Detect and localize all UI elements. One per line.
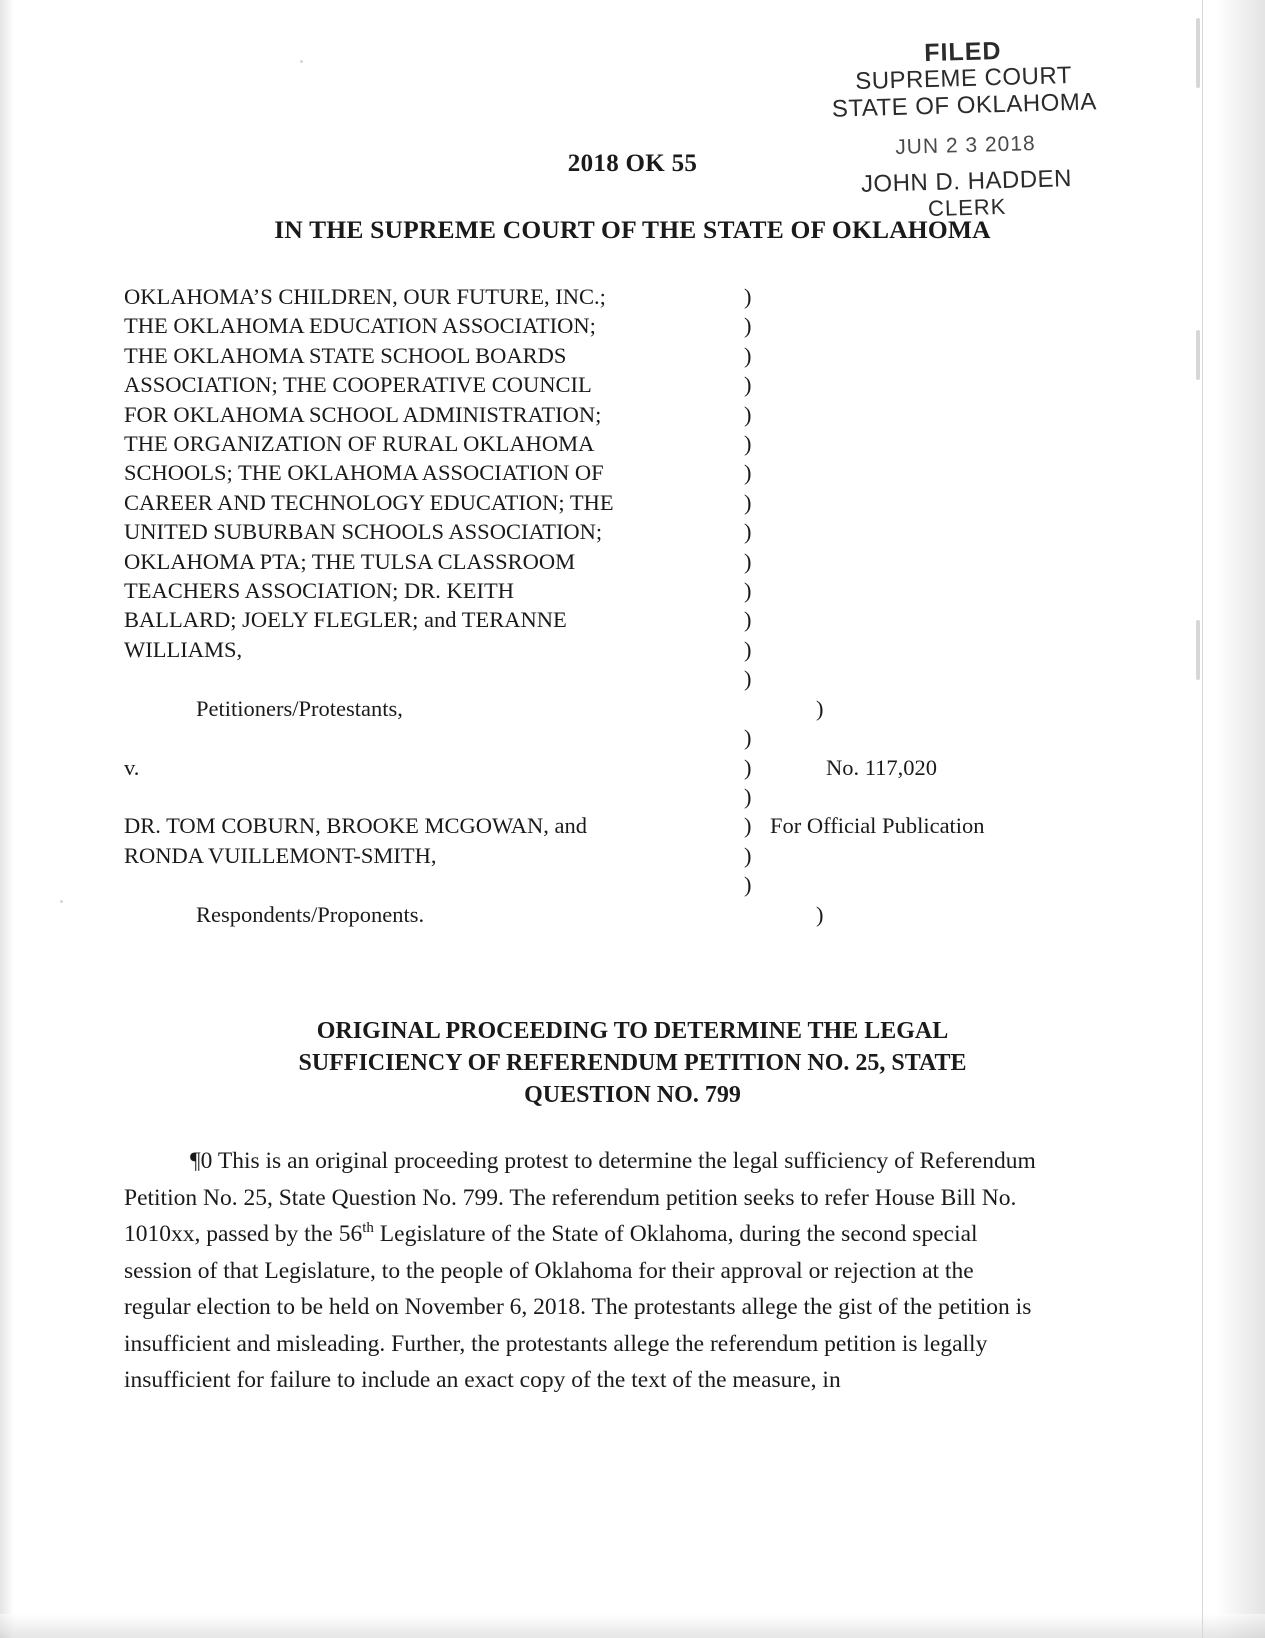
- petitioner-line: SCHOOLS; THE OKLAHOMA ASSOCIATION OF: [124, 460, 604, 486]
- paragraph-text-part-1: This is an original proceeding protest to determine the legal sufficiency of Referendum Petition No. 25, State Question No. 799. The referendum petition seeks to refer House Bill No. 1010xx, passed by the 56: [124, 1148, 1036, 1247]
- caption-row-spacer: [124, 870, 1134, 899]
- scan-edge-right: [1195, 0, 1265, 1638]
- petitioner-line: WILLIAMS,: [124, 636, 243, 662]
- caption-paren: ): [744, 842, 752, 868]
- scan-edge-left: [0, 0, 14, 1638]
- caption-paren: ): [744, 607, 752, 633]
- petitioner-line: BALLARD; JOELY FLEGLER; and TERANNE: [124, 607, 567, 633]
- caption-paren: ): [744, 431, 752, 457]
- caption-row: [124, 811, 1134, 840]
- petitioner-line: FOR OKLAHOMA SCHOOL ADMINISTRATION;: [124, 401, 602, 427]
- scan-artifact: [60, 900, 63, 903]
- court-title: IN THE SUPREME COURT OF THE STATE OF OKLAHOMA: [274, 215, 991, 244]
- caption-paren: ): [744, 372, 752, 398]
- caption-paren: ): [744, 725, 752, 751]
- paragraph-marker: ¶0: [190, 1148, 213, 1174]
- caption-row: [124, 311, 1134, 340]
- caption-paren: ): [744, 872, 752, 898]
- caption-paren: ): [744, 754, 752, 780]
- caption-row: [124, 370, 1134, 399]
- ordinal-superscript: th: [362, 1220, 374, 1237]
- caption-row-spacer: [124, 664, 1134, 693]
- caption-paren: ): [816, 695, 824, 721]
- filed-stamp: [798, 33, 1133, 225]
- caption-paren: ): [744, 313, 752, 339]
- caption-row: [124, 488, 1134, 517]
- caption-row: [124, 458, 1134, 487]
- caption-row: [124, 635, 1134, 664]
- stamp-line-state: STATE OF OKLAHOMA: [831, 88, 1098, 123]
- caption-row-spacer: [124, 782, 1134, 811]
- caption-paren: ): [744, 460, 752, 486]
- scan-artifact: [300, 60, 303, 63]
- proceeding-heading: [175, 1015, 1090, 1111]
- caption-row: [124, 547, 1134, 576]
- caption-row: [124, 753, 1134, 782]
- petitioner-line: THE OKLAHOMA EDUCATION ASSOCIATION;: [124, 313, 596, 339]
- caption-paren: ): [744, 489, 752, 515]
- caption-blank: [124, 723, 744, 752]
- stamp-line-date: JUN 2 3 2018: [894, 131, 1036, 159]
- petitioner-line: UNITED SUBURBAN SCHOOLS ASSOCIATION;: [124, 519, 603, 545]
- scan-artifact: [1196, 620, 1200, 680]
- caption-paren: ): [744, 636, 752, 662]
- citation-number: 2018 OK 55: [567, 150, 698, 177]
- caption-paren: ): [744, 666, 752, 692]
- scan-edge-bottom: [0, 1614, 1265, 1638]
- publication-note: For Official Publication: [770, 813, 985, 839]
- petitioner-line: THE ORGANIZATION OF RURAL OKLAHOMA: [124, 431, 595, 457]
- caption-row: [124, 400, 1134, 429]
- respondent-role: Respondents/Proponents.: [196, 901, 425, 927]
- petitioner-line: THE OKLAHOMA STATE SCHOOL BOARDS: [124, 342, 567, 368]
- caption-paren: ): [816, 901, 824, 927]
- stamp-line-filed: FILED: [923, 36, 1002, 68]
- caption-paren: ): [744, 284, 752, 309]
- case-number: No. 117,020: [826, 754, 938, 780]
- petitioner-line: ASSOCIATION; THE COOPERATIVE COUNCIL: [124, 372, 592, 398]
- caption-row-spacer: [124, 723, 1134, 752]
- heading-line-3: QUESTION NO. 799: [524, 1082, 741, 1108]
- caption-row: [124, 429, 1134, 458]
- caption-blank: [124, 664, 744, 693]
- caption-row: [124, 517, 1134, 546]
- opinion-paragraph: [124, 1143, 1039, 1399]
- caption-row: [124, 341, 1134, 370]
- caption-row: [124, 282, 1134, 311]
- caption-paren: ): [744, 401, 752, 427]
- stamp-line-clerk-name: JOHN D. HADDEN: [860, 165, 1073, 199]
- respondent-line: RONDA VUILLEMONT-SMITH,: [124, 842, 437, 868]
- heading-line-1: ORIGINAL PROCEEDING TO DETERMINE THE LEGAL: [316, 1018, 949, 1044]
- caption-blank: [124, 870, 744, 899]
- caption-paren: ): [744, 342, 752, 368]
- case-caption: [124, 282, 1134, 929]
- petitioner-line: OKLAHOMA PTA; THE TULSA CLASSROOM: [124, 548, 576, 574]
- caption-paren: ): [744, 548, 752, 574]
- petitioner-role: Petitioners/Protestants,: [196, 695, 403, 721]
- caption-paren: ): [744, 578, 752, 604]
- caption-paren: ): [744, 519, 752, 545]
- caption-row: [124, 841, 1134, 870]
- respondent-line: DR. TOM COBURN, BROOKE MCGOWAN, and: [124, 813, 587, 839]
- caption-paren: ): [744, 813, 752, 839]
- scan-artifact: [1196, 18, 1200, 88]
- petitioner-line: OKLAHOMA’S CHILDREN, OUR FUTURE, INC.;: [124, 284, 606, 309]
- heading-line-2: SUFFICIENCY OF REFERENDUM PETITION NO. 25, STATE: [298, 1050, 967, 1076]
- versus-label: v.: [124, 754, 140, 780]
- scan-margin-line: [1202, 0, 1203, 1638]
- petitioner-line: CAREER AND TECHNOLOGY EDUCATION; THE: [124, 489, 614, 515]
- caption-row: [124, 900, 1134, 929]
- stamp-line-court: SUPREME COURT: [854, 61, 1073, 96]
- caption-blank: [124, 782, 744, 811]
- paragraph-text-part-2: Legislature of the State of Oklahoma, during the second special session of that Legislature, to the people of Oklahoma for their approval or rejection at the regular election to be held on November 6, 2018. The protestants allege the gist of the petition is insufficient and misleading. Further, the protestants allege the referendum petition is legally insufficient for failure to include an exact copy of the text of the measure, in: [124, 1221, 1032, 1393]
- stamp-line-clerk-title: CLERK: [927, 194, 1007, 222]
- caption-row: [124, 576, 1134, 605]
- petitioner-line: TEACHERS ASSOCIATION; DR. KEITH: [124, 578, 515, 604]
- scan-artifact: [1196, 330, 1200, 380]
- caption-paren: ): [744, 783, 752, 809]
- caption-row: [124, 694, 1134, 723]
- caption-row: [124, 605, 1134, 634]
